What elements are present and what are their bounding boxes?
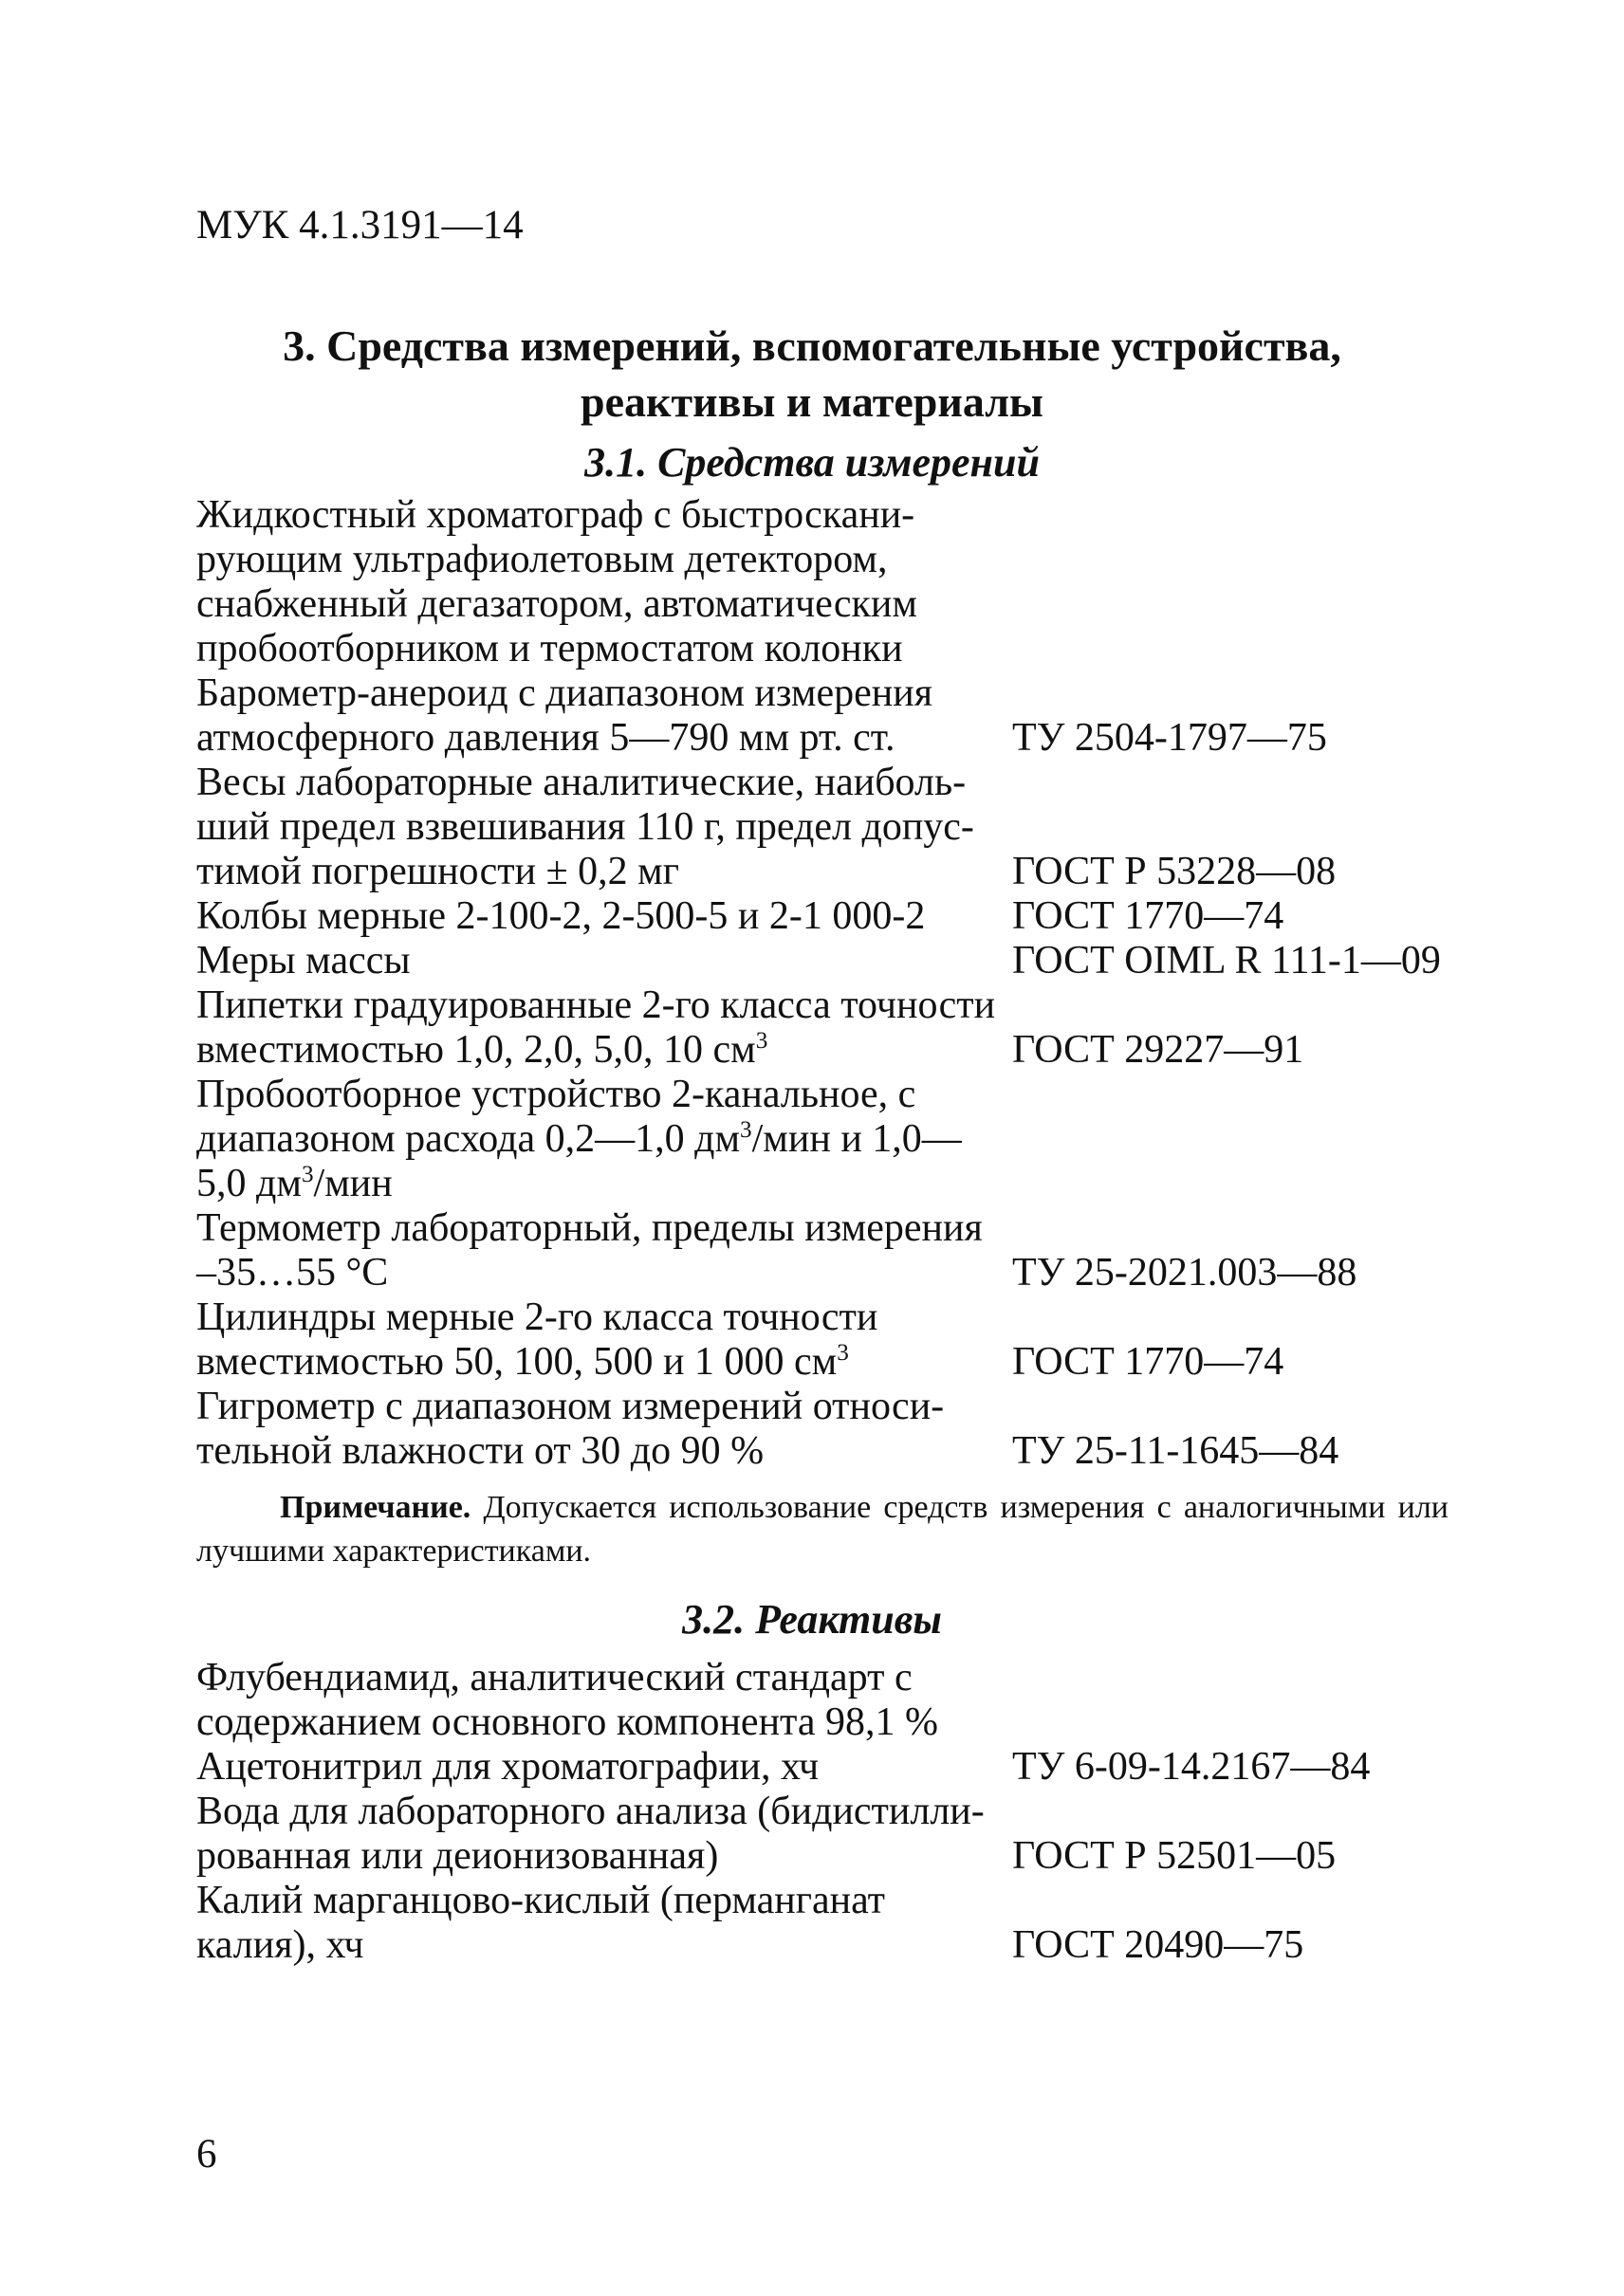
item-line: ший предел взвешивания 110 г, предел допус-	[196, 805, 974, 849]
superscript: 3	[740, 1117, 752, 1143]
list-item	[196, 1879, 1458, 1968]
note-paragraph	[196, 1486, 1449, 1573]
list-item	[196, 1745, 1458, 1790]
page-number: 6	[196, 2132, 217, 2177]
item-line: калия), хч	[196, 1923, 364, 1967]
list-item	[196, 1206, 1458, 1295]
item-line: снабженный дегазатором, автоматическим	[196, 582, 917, 626]
item-line: тельной влажности от 30 до 90 %	[196, 1429, 765, 1473]
item-line-part: 5,0 дм	[196, 1162, 302, 1205]
list-item	[196, 894, 1458, 939]
item-reference: ГОСТ Р 53228—08	[1012, 850, 1337, 893]
item-reference: ГОСТ OIML R 111-1—09	[1012, 939, 1441, 983]
item-line: вместимостью 1,0, 2,0, 5,0, 10 см	[196, 1028, 756, 1072]
item-line: содержанием основного компонента 98,1 %	[196, 1700, 939, 1744]
list-item	[196, 671, 1458, 761]
item-reference: ГОСТ 1770—74	[1012, 1340, 1284, 1384]
item-line-part: /мин	[313, 1162, 393, 1205]
item-line: рующим ультрафиолетовым детектором,	[196, 538, 888, 581]
item-line: Жидкостный хроматограф с быстроскани-	[196, 493, 915, 537]
subsection-title-reagents: 3.2. Реактивы	[682, 1596, 942, 1643]
item-reference: ТУ 25-11-1645—84	[1012, 1429, 1339, 1473]
section-title-line2: реактивы и материалы	[581, 377, 1043, 426]
list-item	[196, 761, 1458, 894]
item-line: –35…55 °С	[196, 1251, 389, 1295]
item-line: рованная или деионизованная)	[196, 1834, 719, 1878]
item-line: вместимостью 50, 100, 500 и 1 000 см	[196, 1340, 838, 1384]
item-reference: ТУ 6-09-14.2167—84	[1012, 1745, 1371, 1789]
item-line-part: диапазоном расхода 0,2—1,0 дм	[196, 1117, 741, 1161]
item-reference: ТУ 2504-1797—75	[1012, 716, 1327, 760]
item-line: Колбы мерные 2-100-2, 2-500-5 и 2-1 000-2	[196, 894, 926, 938]
subsection-title-measurements: 3.1. Средства измерений	[584, 439, 1040, 486]
list-item	[196, 1295, 1458, 1385]
superscript: 3	[755, 1028, 768, 1054]
list-item	[196, 1385, 1458, 1474]
item-line: Пробоотборное устройство 2-канальное, с	[196, 1073, 916, 1116]
item-line: атмосферного давления 5—790 мм рт. ст.	[196, 716, 895, 760]
item-line: Цилиндры мерные 2-го класса точности	[196, 1295, 878, 1339]
item-line: пробоотборником и термостатом колонки	[196, 627, 903, 670]
superscript: 3	[301, 1162, 314, 1187]
item-line: Гигрометр с диапазоном измерений относи-	[196, 1385, 945, 1428]
item-line: тимой погрешности ± 0,2 мг	[196, 850, 679, 893]
item-line: Вода для лабораторного анализа (бидистилли-	[196, 1790, 985, 1833]
section-title-line1: 3. Средства измерений, вспомогательные устройства,	[283, 321, 1341, 370]
document-header: МУК 4.1.3191—14	[196, 203, 524, 248]
item-reference: ГОСТ 29227—91	[1012, 1028, 1304, 1072]
list-item	[196, 1790, 1458, 1879]
item-line: Термометр лабораторный, пределы измерения	[196, 1206, 983, 1250]
superscript: 3	[837, 1340, 849, 1366]
list-item	[196, 939, 1458, 983]
note-text: Допускается использование средств измерения с аналогичными или лучшими характеристиками.	[196, 1490, 1449, 1569]
item-reference: ГОСТ 20490—75	[1012, 1923, 1304, 1967]
item-line: Барометр-анероид с диапазоном измерения	[196, 671, 933, 715]
note-label: Примечание.	[280, 1490, 471, 1525]
item-line: Ацетонитрил для хроматографии, хч	[196, 1745, 820, 1789]
list-item	[196, 983, 1458, 1073]
item-line: Меры массы	[196, 939, 411, 983]
item-line: Пипетки градуированные 2-го класса точности	[196, 983, 996, 1027]
item-line: Калий марганцово-кислый (перманганат	[196, 1879, 885, 1922]
item-line-part: /мин и 1,0—	[751, 1117, 962, 1161]
item-reference: ТУ 25-2021.003—88	[1012, 1251, 1357, 1295]
item-reference: ГОСТ 1770—74	[1012, 894, 1284, 938]
item-line: Флубендиамид, аналитический стандарт с	[196, 1656, 913, 1699]
item-reference: ГОСТ Р 52501—05	[1012, 1834, 1337, 1878]
item-line: Весы лабораторные аналитические, наиболь-	[196, 761, 967, 804]
